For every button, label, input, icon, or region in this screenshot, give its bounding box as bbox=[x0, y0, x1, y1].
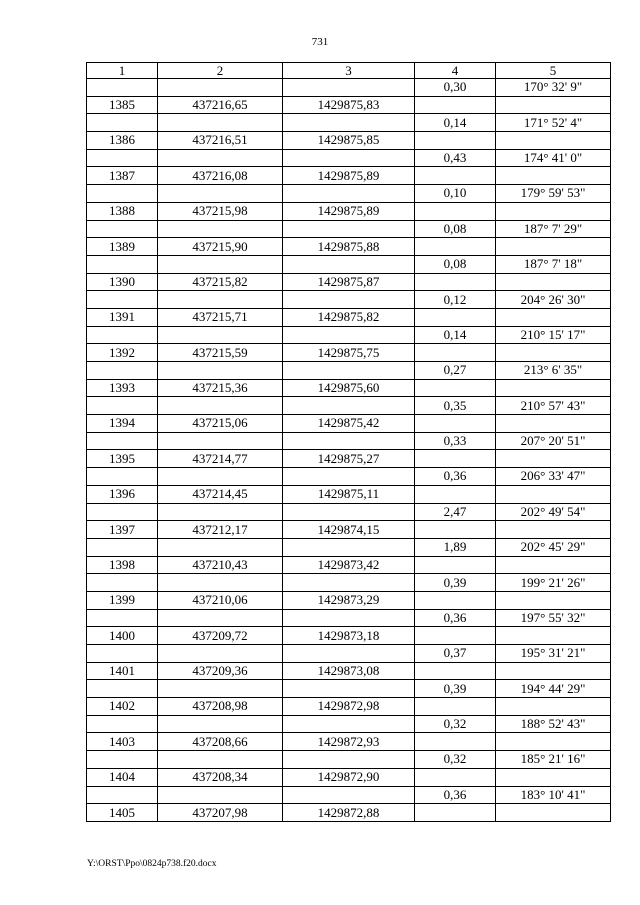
bearing-cell: 185° 21' 16" bbox=[496, 751, 611, 769]
table-row bbox=[87, 538, 611, 556]
header-cell-1: 1 bbox=[87, 63, 158, 79]
y-coordinate-cell bbox=[283, 291, 415, 309]
table-row bbox=[87, 804, 611, 822]
distance-cell: 0,39 bbox=[415, 574, 496, 592]
distance-cell: 0,37 bbox=[415, 645, 496, 663]
distance-cell: 0,30 bbox=[415, 79, 496, 97]
x-coordinate-cell bbox=[158, 291, 283, 309]
x-coordinate-cell: 437215,59 bbox=[158, 344, 283, 362]
distance-cell bbox=[415, 591, 496, 609]
distance-cell: 0,12 bbox=[415, 291, 496, 309]
bearing-cell: 171° 52' 4" bbox=[496, 114, 611, 132]
table-row bbox=[87, 450, 611, 468]
bearing-cell bbox=[496, 485, 611, 503]
bearing-cell: 187° 7' 29" bbox=[496, 220, 611, 238]
bearing-cell: 199° 21' 26" bbox=[496, 574, 611, 592]
y-coordinate-cell: 1429873,42 bbox=[283, 556, 415, 574]
distance-cell: 0,36 bbox=[415, 468, 496, 486]
x-coordinate-cell: 437209,72 bbox=[158, 627, 283, 645]
distance-cell: 0,32 bbox=[415, 751, 496, 769]
bearing-cell bbox=[496, 379, 611, 397]
table-row bbox=[87, 79, 611, 97]
point-number-cell bbox=[87, 220, 158, 238]
table-row bbox=[87, 379, 611, 397]
distance-cell: 2,47 bbox=[415, 503, 496, 521]
x-coordinate-cell bbox=[158, 114, 283, 132]
x-coordinate-cell bbox=[158, 362, 283, 380]
y-coordinate-cell bbox=[283, 715, 415, 733]
y-coordinate-cell bbox=[283, 362, 415, 380]
distance-cell bbox=[415, 768, 496, 786]
x-coordinate-cell bbox=[158, 397, 283, 415]
point-number-cell bbox=[87, 609, 158, 627]
point-number-cell bbox=[87, 503, 158, 521]
distance-cell bbox=[415, 415, 496, 433]
y-coordinate-cell: 1429872,93 bbox=[283, 733, 415, 751]
y-coordinate-cell bbox=[283, 680, 415, 698]
table-row bbox=[87, 591, 611, 609]
y-coordinate-cell bbox=[283, 574, 415, 592]
bearing-cell bbox=[496, 238, 611, 256]
table-row bbox=[87, 556, 611, 574]
point-number-cell bbox=[87, 291, 158, 309]
distance-cell: 0,14 bbox=[415, 326, 496, 344]
distance-cell: 0,36 bbox=[415, 786, 496, 804]
bearing-cell: 213° 6' 35" bbox=[496, 362, 611, 380]
bearing-cell: 194° 44' 29" bbox=[496, 680, 611, 698]
distance-cell bbox=[415, 132, 496, 150]
point-number-cell: 1402 bbox=[87, 698, 158, 716]
y-coordinate-cell bbox=[283, 326, 415, 344]
y-coordinate-cell: 1429875,89 bbox=[283, 167, 415, 185]
distance-cell: 0,43 bbox=[415, 149, 496, 167]
bearing-cell: 179° 59' 53" bbox=[496, 185, 611, 203]
bearing-cell: 187° 7' 18" bbox=[496, 255, 611, 273]
table-row bbox=[87, 415, 611, 433]
distance-cell bbox=[415, 662, 496, 680]
y-coordinate-cell: 1429873,29 bbox=[283, 591, 415, 609]
y-coordinate-cell: 1429874,15 bbox=[283, 521, 415, 539]
point-number-cell bbox=[87, 432, 158, 450]
y-coordinate-cell bbox=[283, 468, 415, 486]
table-header-row bbox=[87, 63, 611, 79]
point-number-cell bbox=[87, 680, 158, 698]
coordinates-table bbox=[86, 62, 611, 822]
bearing-cell: 188° 52' 43" bbox=[496, 715, 611, 733]
y-coordinate-cell bbox=[283, 432, 415, 450]
point-number-cell bbox=[87, 751, 158, 769]
table-row bbox=[87, 662, 611, 680]
y-coordinate-cell bbox=[283, 609, 415, 627]
x-coordinate-cell bbox=[158, 79, 283, 97]
bearing-cell: 202° 49' 54" bbox=[496, 503, 611, 521]
table-row bbox=[87, 291, 611, 309]
x-coordinate-cell: 437208,66 bbox=[158, 733, 283, 751]
x-coordinate-cell bbox=[158, 149, 283, 167]
bearing-cell bbox=[496, 344, 611, 362]
distance-cell bbox=[415, 379, 496, 397]
x-coordinate-cell bbox=[158, 538, 283, 556]
point-number-cell bbox=[87, 114, 158, 132]
y-coordinate-cell bbox=[283, 220, 415, 238]
bearing-cell: 195° 31' 21" bbox=[496, 645, 611, 663]
bearing-cell bbox=[496, 627, 611, 645]
point-number-cell: 1392 bbox=[87, 344, 158, 362]
table-row bbox=[87, 609, 611, 627]
bearing-cell: 204° 26' 30" bbox=[496, 291, 611, 309]
point-number-cell bbox=[87, 149, 158, 167]
x-coordinate-cell: 437215,98 bbox=[158, 202, 283, 220]
bearing-cell: 197° 55' 32" bbox=[496, 609, 611, 627]
point-number-cell bbox=[87, 326, 158, 344]
y-coordinate-cell bbox=[283, 645, 415, 663]
distance-cell bbox=[415, 308, 496, 326]
point-number-cell: 1393 bbox=[87, 379, 158, 397]
table-row bbox=[87, 255, 611, 273]
distance-cell: 0,32 bbox=[415, 715, 496, 733]
table-row bbox=[87, 751, 611, 769]
x-coordinate-cell bbox=[158, 609, 283, 627]
table-row bbox=[87, 326, 611, 344]
x-coordinate-cell bbox=[158, 645, 283, 663]
x-coordinate-cell: 437214,45 bbox=[158, 485, 283, 503]
bearing-cell bbox=[496, 96, 611, 114]
x-coordinate-cell: 437215,82 bbox=[158, 273, 283, 291]
y-coordinate-cell bbox=[283, 114, 415, 132]
table-row bbox=[87, 680, 611, 698]
y-coordinate-cell: 1429875,85 bbox=[283, 132, 415, 150]
y-coordinate-cell: 1429875,89 bbox=[283, 202, 415, 220]
x-coordinate-cell: 437215,36 bbox=[158, 379, 283, 397]
table-row bbox=[87, 645, 611, 663]
table-row bbox=[87, 238, 611, 256]
point-number-cell: 1396 bbox=[87, 485, 158, 503]
point-number-cell: 1399 bbox=[87, 591, 158, 609]
table-row bbox=[87, 698, 611, 716]
y-coordinate-cell: 1429875,83 bbox=[283, 96, 415, 114]
table-row bbox=[87, 574, 611, 592]
table-row bbox=[87, 503, 611, 521]
table-row bbox=[87, 432, 611, 450]
bearing-cell bbox=[496, 308, 611, 326]
x-coordinate-cell bbox=[158, 468, 283, 486]
y-coordinate-cell: 1429875,27 bbox=[283, 450, 415, 468]
x-coordinate-cell: 437215,06 bbox=[158, 415, 283, 433]
x-coordinate-cell bbox=[158, 574, 283, 592]
table-row bbox=[87, 167, 611, 185]
distance-cell bbox=[415, 202, 496, 220]
page-number: 731 bbox=[311, 36, 329, 48]
x-coordinate-cell: 437216,51 bbox=[158, 132, 283, 150]
x-coordinate-cell: 437214,77 bbox=[158, 450, 283, 468]
y-coordinate-cell: 1429872,98 bbox=[283, 698, 415, 716]
bearing-cell bbox=[496, 804, 611, 822]
table-row bbox=[87, 344, 611, 362]
y-coordinate-cell bbox=[283, 786, 415, 804]
header-cell-3: 3 bbox=[283, 63, 415, 79]
x-coordinate-cell: 437208,34 bbox=[158, 768, 283, 786]
x-coordinate-cell: 437215,71 bbox=[158, 308, 283, 326]
table-row bbox=[87, 715, 611, 733]
point-number-cell bbox=[87, 645, 158, 663]
point-number-cell bbox=[87, 574, 158, 592]
bearing-cell bbox=[496, 450, 611, 468]
y-coordinate-cell bbox=[283, 149, 415, 167]
file-path-footer: Y:\ORST\Ppo\0824p738.f20.docx bbox=[87, 859, 217, 869]
point-number-cell: 1403 bbox=[87, 733, 158, 751]
point-number-cell bbox=[87, 362, 158, 380]
distance-cell: 0,08 bbox=[415, 220, 496, 238]
y-coordinate-cell: 1429875,75 bbox=[283, 344, 415, 362]
distance-cell bbox=[415, 450, 496, 468]
table-row bbox=[87, 96, 611, 114]
point-number-cell bbox=[87, 397, 158, 415]
bearing-cell bbox=[496, 167, 611, 185]
y-coordinate-cell bbox=[283, 751, 415, 769]
header-cell-4: 4 bbox=[415, 63, 496, 79]
distance-cell: 1,89 bbox=[415, 538, 496, 556]
point-number-cell bbox=[87, 185, 158, 203]
point-number-cell: 1387 bbox=[87, 167, 158, 185]
bearing-cell bbox=[496, 202, 611, 220]
point-number-cell: 1404 bbox=[87, 768, 158, 786]
bearing-cell: 202° 45' 29" bbox=[496, 538, 611, 556]
table-row bbox=[87, 132, 611, 150]
table-row bbox=[87, 185, 611, 203]
table-row bbox=[87, 220, 611, 238]
header-cell-2: 2 bbox=[158, 63, 283, 79]
point-number-cell bbox=[87, 79, 158, 97]
bearing-cell bbox=[496, 521, 611, 539]
y-coordinate-cell: 1429875,82 bbox=[283, 308, 415, 326]
point-number-cell: 1395 bbox=[87, 450, 158, 468]
distance-cell bbox=[415, 804, 496, 822]
y-coordinate-cell: 1429875,11 bbox=[283, 485, 415, 503]
distance-cell bbox=[415, 521, 496, 539]
x-coordinate-cell bbox=[158, 432, 283, 450]
bearing-cell bbox=[496, 591, 611, 609]
y-coordinate-cell bbox=[283, 397, 415, 415]
x-coordinate-cell bbox=[158, 680, 283, 698]
bearing-cell: 207° 20' 51" bbox=[496, 432, 611, 450]
x-coordinate-cell bbox=[158, 326, 283, 344]
point-number-cell bbox=[87, 786, 158, 804]
distance-cell: 0,10 bbox=[415, 185, 496, 203]
distance-cell: 0,08 bbox=[415, 255, 496, 273]
x-coordinate-cell: 437208,98 bbox=[158, 698, 283, 716]
point-number-cell: 1398 bbox=[87, 556, 158, 574]
bearing-cell: 210° 57' 43" bbox=[496, 397, 611, 415]
y-coordinate-cell: 1429872,90 bbox=[283, 768, 415, 786]
point-number-cell: 1385 bbox=[87, 96, 158, 114]
bearing-cell bbox=[496, 662, 611, 680]
distance-cell bbox=[415, 167, 496, 185]
x-coordinate-cell bbox=[158, 255, 283, 273]
distance-cell bbox=[415, 556, 496, 574]
y-coordinate-cell bbox=[283, 79, 415, 97]
header-cell-5: 5 bbox=[496, 63, 611, 79]
bearing-cell bbox=[496, 733, 611, 751]
x-coordinate-cell bbox=[158, 786, 283, 804]
table-row bbox=[87, 362, 611, 380]
bearing-cell bbox=[496, 698, 611, 716]
x-coordinate-cell: 437216,08 bbox=[158, 167, 283, 185]
x-coordinate-cell bbox=[158, 715, 283, 733]
distance-cell bbox=[415, 238, 496, 256]
distance-cell: 0,35 bbox=[415, 397, 496, 415]
table-row bbox=[87, 308, 611, 326]
distance-cell bbox=[415, 273, 496, 291]
x-coordinate-cell: 437215,90 bbox=[158, 238, 283, 256]
table-row bbox=[87, 149, 611, 167]
y-coordinate-cell bbox=[283, 185, 415, 203]
y-coordinate-cell bbox=[283, 503, 415, 521]
distance-cell bbox=[415, 627, 496, 645]
distance-cell bbox=[415, 96, 496, 114]
point-number-cell: 1391 bbox=[87, 308, 158, 326]
point-number-cell: 1401 bbox=[87, 662, 158, 680]
y-coordinate-cell: 1429875,87 bbox=[283, 273, 415, 291]
distance-cell: 0,36 bbox=[415, 609, 496, 627]
y-coordinate-cell: 1429875,88 bbox=[283, 238, 415, 256]
point-number-cell: 1388 bbox=[87, 202, 158, 220]
point-number-cell bbox=[87, 715, 158, 733]
bearing-cell bbox=[496, 415, 611, 433]
point-number-cell bbox=[87, 255, 158, 273]
table-row bbox=[87, 468, 611, 486]
bearing-cell: 183° 10' 41" bbox=[496, 786, 611, 804]
bearing-cell: 174° 41' 0" bbox=[496, 149, 611, 167]
point-number-cell bbox=[87, 468, 158, 486]
table-row bbox=[87, 786, 611, 804]
table-row bbox=[87, 202, 611, 220]
point-number-cell: 1389 bbox=[87, 238, 158, 256]
y-coordinate-cell: 1429873,18 bbox=[283, 627, 415, 645]
point-number-cell: 1386 bbox=[87, 132, 158, 150]
y-coordinate-cell bbox=[283, 538, 415, 556]
y-coordinate-cell: 1429875,42 bbox=[283, 415, 415, 433]
y-coordinate-cell: 1429875,60 bbox=[283, 379, 415, 397]
x-coordinate-cell: 437216,65 bbox=[158, 96, 283, 114]
table-row bbox=[87, 521, 611, 539]
distance-cell bbox=[415, 485, 496, 503]
x-coordinate-cell bbox=[158, 220, 283, 238]
distance-cell: 0,33 bbox=[415, 432, 496, 450]
distance-cell bbox=[415, 344, 496, 362]
x-coordinate-cell: 437212,17 bbox=[158, 521, 283, 539]
x-coordinate-cell: 437209,36 bbox=[158, 662, 283, 680]
bearing-cell: 210° 15' 17" bbox=[496, 326, 611, 344]
bearing-cell: 206° 33' 47" bbox=[496, 468, 611, 486]
distance-cell: 0,14 bbox=[415, 114, 496, 132]
y-coordinate-cell: 1429872,88 bbox=[283, 804, 415, 822]
table-row bbox=[87, 273, 611, 291]
x-coordinate-cell bbox=[158, 751, 283, 769]
y-coordinate-cell bbox=[283, 255, 415, 273]
distance-cell: 0,39 bbox=[415, 680, 496, 698]
table-row bbox=[87, 627, 611, 645]
bearing-cell bbox=[496, 768, 611, 786]
point-number-cell: 1394 bbox=[87, 415, 158, 433]
x-coordinate-cell: 437207,98 bbox=[158, 804, 283, 822]
distance-cell bbox=[415, 698, 496, 716]
table-row bbox=[87, 485, 611, 503]
distance-cell bbox=[415, 733, 496, 751]
point-number-cell: 1400 bbox=[87, 627, 158, 645]
x-coordinate-cell bbox=[158, 503, 283, 521]
bearing-cell: 170° 32' 9" bbox=[496, 79, 611, 97]
table-row bbox=[87, 397, 611, 415]
distance-cell: 0,27 bbox=[415, 362, 496, 380]
x-coordinate-cell: 437210,06 bbox=[158, 591, 283, 609]
point-number-cell: 1390 bbox=[87, 273, 158, 291]
bearing-cell bbox=[496, 132, 611, 150]
bearing-cell bbox=[496, 556, 611, 574]
point-number-cell bbox=[87, 538, 158, 556]
x-coordinate-cell bbox=[158, 185, 283, 203]
table-row bbox=[87, 768, 611, 786]
table-row bbox=[87, 114, 611, 132]
x-coordinate-cell: 437210,43 bbox=[158, 556, 283, 574]
table-row bbox=[87, 733, 611, 751]
point-number-cell: 1397 bbox=[87, 521, 158, 539]
bearing-cell bbox=[496, 273, 611, 291]
y-coordinate-cell: 1429873,08 bbox=[283, 662, 415, 680]
point-number-cell: 1405 bbox=[87, 804, 158, 822]
